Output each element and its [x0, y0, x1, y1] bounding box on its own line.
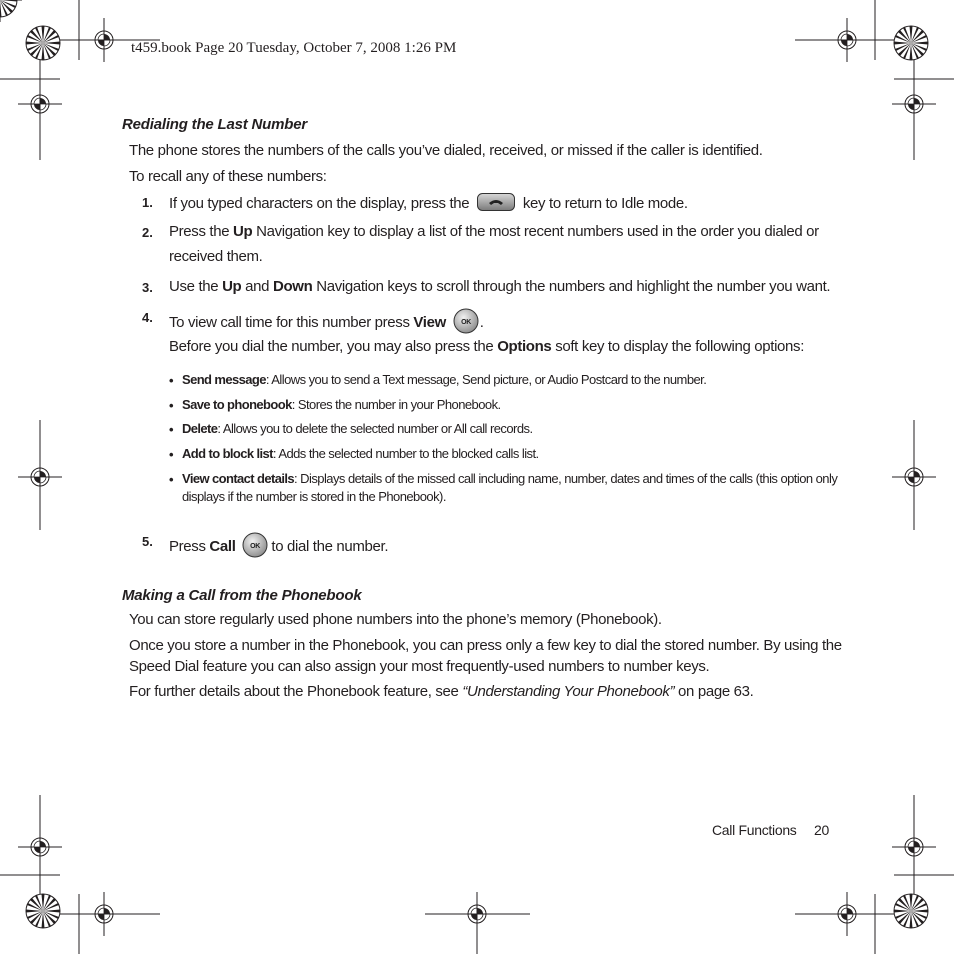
intro-paragraph-2: To recall any of these numbers:: [129, 168, 327, 185]
ok-key-label: OK: [250, 543, 261, 550]
key-name: Up: [222, 278, 242, 295]
end-key-icon: [477, 193, 515, 215]
options-intro-text: soft key to display the following options:: [551, 338, 805, 355]
list-item: [169, 372, 707, 390]
ok-key-label: OK: [460, 319, 471, 326]
option-term: Add to block list: [182, 446, 273, 461]
option-desc-cont: displays if the number is stored in the Phonebook).: [182, 489, 446, 504]
step-number: 2.: [142, 225, 153, 240]
option-term: Send message: [182, 372, 266, 387]
ok-key-icon: [242, 532, 268, 562]
option-desc: : Stores the number in your Phonebook.: [291, 397, 501, 412]
bullet-icon: •: [169, 373, 174, 388]
footer-section-name: Call Functions: [712, 822, 797, 838]
page-number: 20: [814, 822, 829, 838]
step-2-text-cont: received them.: [169, 248, 263, 265]
star-target-icon: [0, 0, 17, 17]
option-term: Save to phonebook: [182, 397, 292, 412]
key-name: Call: [209, 537, 236, 555]
step-number: 1.: [142, 195, 153, 210]
step-text: Navigation key to display a list of the most recent numbers used in the order you dialed or: [252, 223, 819, 240]
key-name: View: [413, 313, 446, 331]
option-term: Delete: [182, 421, 218, 436]
option-desc: : Allows you to send a Text message, Send picture, or Audio Postcard to the number.: [265, 372, 707, 387]
option-term: View contact details: [182, 471, 295, 486]
step-text: Use the: [169, 278, 223, 295]
step-text: .: [479, 313, 484, 331]
key-name: Up: [233, 223, 253, 240]
cross-reference-link[interactable]: “Understanding Your Phonebook”: [462, 683, 675, 700]
step-text: If you typed characters on the display, press the: [169, 194, 470, 212]
paragraph-reference: [129, 683, 753, 700]
step-text: and: [241, 278, 273, 295]
options-intro: [169, 338, 804, 355]
step-4-text: [169, 308, 484, 338]
step-text: Press the: [169, 223, 234, 240]
option-desc: : Adds the selected number to the blocked calls list.: [272, 446, 539, 461]
step-3-text: [169, 278, 830, 295]
bullet-icon: •: [169, 447, 174, 462]
paragraph-text: on page 63.: [674, 683, 754, 700]
section-title-phonebook: Making a Call from the Phonebook: [122, 587, 362, 604]
step-number: 5.: [142, 534, 153, 549]
key-name: Options: [497, 338, 552, 355]
bullet-icon: •: [169, 398, 174, 413]
bullet-icon: •: [169, 472, 174, 487]
step-1-text: [169, 193, 688, 215]
options-intro-text: Before you dial the number, you may also press the: [169, 338, 498, 355]
step-5-text: [169, 532, 388, 562]
print-header: t459.book Page 20 Tuesday, October 7, 2008 1:26 PM: [131, 40, 457, 56]
list-item: [169, 421, 533, 439]
key-name: Down: [272, 278, 313, 295]
option-desc: : Allows you to delete the selected number or All call records.: [217, 421, 533, 436]
step-text: key to return to Idle mode.: [522, 194, 688, 212]
step-number: 4.: [142, 310, 153, 325]
list-item: [169, 397, 501, 415]
step-text: to dial the number.: [271, 537, 389, 555]
step-2-text: [169, 223, 819, 240]
ok-key-icon: [453, 308, 479, 338]
section-title-redialing: Redialing the Last Number: [122, 116, 308, 133]
option-desc: : Displays details of the missed call including name, number, dates and times of the calls (this option only: [294, 471, 838, 486]
step-text: To view call time for this number press: [169, 313, 414, 331]
step-number: 3.: [142, 280, 153, 295]
paragraph: Once you store a number in the Phonebook, you can press only a few key to dial the stored number. By using the: [129, 637, 842, 654]
paragraph: You can store regularly used phone numbers into the phone’s memory (Phonebook).: [129, 611, 662, 628]
bullet-icon: •: [169, 422, 174, 437]
paragraph-cont: Speed Dial feature you can also assign your most frequently-used numbers to number keys.: [129, 658, 710, 675]
list-item: [169, 446, 539, 464]
paragraph-text: For further details about the Phonebook feature, see: [129, 683, 463, 700]
list-item: [169, 471, 838, 504]
intro-paragraph: The phone stores the numbers of the calls you’ve dialed, received, or missed if the caller is identified.: [129, 142, 763, 159]
step-text: Press: [169, 537, 210, 555]
step-text: Navigation keys to scroll through the numbers and highlight the number you want.: [312, 278, 831, 295]
